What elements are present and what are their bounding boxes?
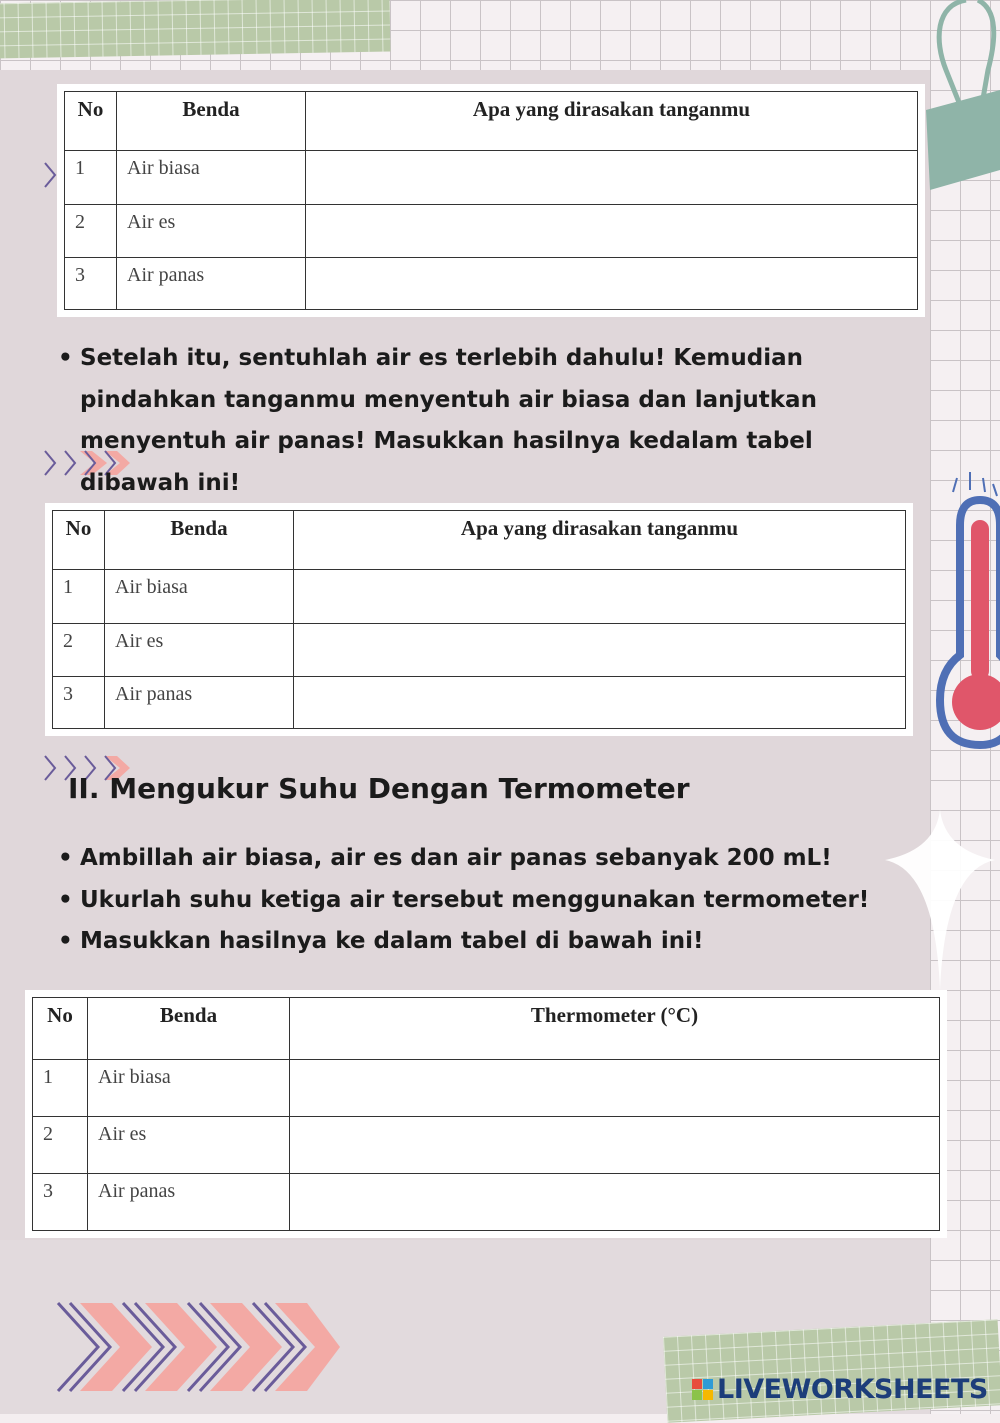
header-no: No (53, 511, 105, 570)
washi-tape-bottom (663, 1319, 1000, 1422)
table-feeling-1 (57, 84, 925, 317)
cell-benda: Air biasa (105, 570, 294, 624)
cell-no: 2 (53, 624, 105, 677)
table-row (33, 1060, 940, 1117)
table-row (53, 570, 906, 624)
cell-no: 3 (33, 1174, 88, 1231)
cell-no: 2 (65, 205, 117, 258)
cell-benda: Air es (105, 624, 294, 677)
header-feeling: Apa yang dirasakan tanganmu (294, 511, 906, 570)
header-benda: Benda (117, 92, 306, 151)
table-row (33, 1174, 940, 1231)
paperclip-icon (926, 0, 1000, 190)
answer-cell[interactable] (294, 570, 906, 624)
cell-benda: Air biasa (117, 151, 306, 205)
header-benda: Benda (105, 511, 294, 570)
header-no: No (33, 998, 88, 1060)
answer-cell[interactable] (306, 205, 918, 258)
chevron-arrows-icon (50, 1295, 340, 1400)
answer-cell[interactable] (306, 151, 918, 205)
cell-no: 1 (33, 1060, 88, 1117)
instruction-item: • Masukkan hasilnya ke dalam tabel di bawah ini! (58, 921, 938, 963)
thermometer-icon (935, 470, 1000, 750)
table-row (65, 205, 918, 258)
header-thermometer: Thermometer (°C) (290, 998, 940, 1060)
table-thermometer (25, 990, 947, 1238)
liveworksheets-logo-icon (692, 1379, 713, 1400)
answer-cell[interactable] (306, 258, 918, 310)
header-feeling: Apa yang dirasakan tanganmu (306, 92, 918, 151)
instruction-item: • Ukurlah suhu ketiga air tersebut menggunakan termometer! (58, 880, 938, 922)
cell-benda: Air panas (88, 1174, 290, 1231)
cell-benda: Air panas (105, 677, 294, 729)
cell-no: 2 (33, 1117, 88, 1174)
table-row (65, 258, 918, 310)
table-row (53, 624, 906, 677)
answer-cell[interactable] (290, 1060, 940, 1117)
table-row (53, 677, 906, 729)
table-row (33, 1117, 940, 1174)
cell-no: 3 (53, 677, 105, 729)
answer-cell[interactable] (294, 624, 906, 677)
answer-cell[interactable] (290, 1174, 940, 1231)
header-benda: Benda (88, 998, 290, 1060)
liveworksheets-brand[interactable] (692, 1374, 988, 1405)
instruction-item: • Setelah itu, sentuhlah air es terlebih dahulu! Kemudian pindahkan tanganmu menyentuh air biasa dan lanjutkan menyentuh air panas! Masukkan hasilnya kedalam tabel dibawah ini! (58, 338, 888, 504)
answer-cell[interactable] (294, 677, 906, 729)
cell-benda: Air es (117, 205, 306, 258)
washi-tape-top (0, 0, 390, 58)
cell-no: 1 (65, 151, 117, 205)
instruction-list (58, 838, 938, 963)
instruction-item: • Ambillah air biasa, air es dan air panas sebanyak 200 mL! (58, 838, 938, 880)
header-no: No (65, 92, 117, 151)
cell-no: 1 (53, 570, 105, 624)
table-feeling-2 (45, 503, 913, 736)
table-row (65, 151, 918, 205)
answer-cell[interactable] (290, 1117, 940, 1174)
instruction-list (58, 338, 888, 504)
cell-benda: Air biasa (88, 1060, 290, 1117)
section-heading: II. Mengukur Suhu Dengan Termometer (68, 772, 690, 805)
cell-benda: Air es (88, 1117, 290, 1174)
cell-benda: Air panas (117, 258, 306, 310)
brand-name: LIVEWORKSHEETS (717, 1374, 988, 1405)
cell-no: 3 (65, 258, 117, 310)
